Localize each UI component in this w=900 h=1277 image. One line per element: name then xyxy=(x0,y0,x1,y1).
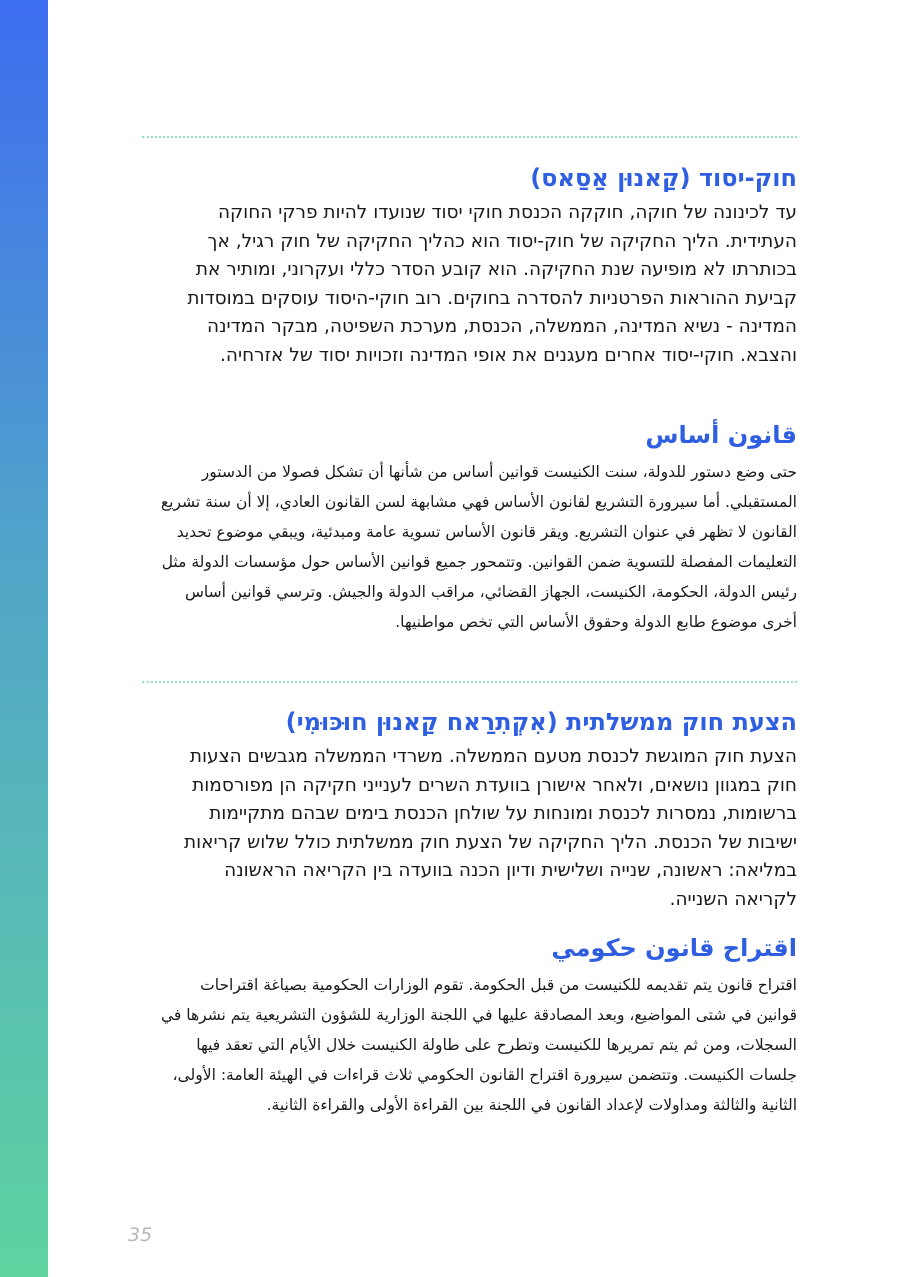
page-number: 35 xyxy=(128,1224,153,1246)
section-body: עד לכינונה של חוקה, חוקקה הכנסת חוקי יסוד שנועדו להיות פרקי החוקה העתידית. הליך החקיקה של חוק-יסוד הוא כהליך החקיקה של חוק רגיל, אך בכותרתו לא מופיעה שנת החקיקה. הוא קובע הסדר כללי ועקרוני, ומותיר את קביעת ההוראות הפרטניות להסדרה בחוקים. רוב חוקי-היסוד עוסקים במוסדות המדינה - נשיא המדינה, הממשלה, הכנסת, מערכת השפיטה, מבקר המדינה והצבא. חוקי-יסוד אחרים מעגנים את אופי המדינה וזכויות יסוד של אזרחיה. xyxy=(187,202,797,366)
section-heading: חוק-יסוד (קַאנוּן אַסַאס) xyxy=(530,164,797,192)
section-body: הצעת חוק המוגשת לכנסת מטעם הממשלה. משרדי הממשלה מגבשים הצעות חוק במגוון נושאים, ולאחר אישורן בוועדת השרים לענייני חקיקה הן מפורסמות ברשומות, נמסרות לכנסת ומונחות על שולחן הכנסת בימים שבהם מתקיימות ישיבות של הכנסת. הליך החקיקה של הצעת חוק ממשלתית כולל שלוש קריאות במליאה: ראשונה, שנייה ושלישית ודיון הכנה בוועדה בין הקריאה הראשונה לקריאה השנייה. xyxy=(183,746,797,910)
section-body: حتى وضع دستور للدولة، سنت الكنيست قوانين أساس من شأنها أن تشكل فصولا من الدستور المستقبلي. أما سيرورة التشريع لقانون الأساس فهي مشابهة لسن القانون العادي، إلا أن سنة تشريع القانون لا تظهر في عنوان التشريع. ويقر قانون الأساس تسوية عامة ومبدئية، ويبقي موضوع تحديد التعليمات المفصلة للتسوية ضمن القوانين. وتتمحور جميع قوانين الأساس حول مؤسسات الدولة مثل رئيس الدولة، الحكومة، الكنيست، الجهاز القضائي، مراقب الدولة والجيش. وترسي قوانين أساس أخرى موضوع طابع الدولة وحقوق الأساس التي تخص مواطنيها. xyxy=(160,463,797,631)
section-basic-law-arabic xyxy=(157,419,797,637)
section-heading: قانون أساس xyxy=(645,421,797,449)
section-government-bill-hebrew xyxy=(157,707,797,914)
section-heading: הצעת חוק ממשלתית (אִקְתִרַאח קַאנוּן חוּכּוּמִי) xyxy=(285,708,797,736)
divider-top xyxy=(142,136,797,138)
section-government-bill-arabic xyxy=(157,932,797,1120)
section-body: اقتراح قانون يتم تقديمه للكنيست من قبل الحكومة. تقوم الوزارات الحكومية بصياغة اقتراحات قوانين في شتى المواضيع، وبعد المصادقة عليها في اللجنة الوزارية للشؤون التشريعية يتم نشرها في السجلات، ومن ثم يتم تمريرها للكنيست وتطرح على طاولة الكنيست خلال الأيام التي تعقد فيها جلسات الكنيست. وتتضمن سيرورة اقتراح القانون الحكومي ثلاث قراءات في الهيئة العامة: الأولى، الثانية والثالثة ومداولات لإعداد القانون في اللجنة بين القراءة الأولى والقراءة الثانية. xyxy=(161,976,797,1114)
divider-middle xyxy=(142,681,797,683)
decorative-side-bar xyxy=(0,0,48,1277)
section-heading: اقتراح قانون حكومي xyxy=(551,934,797,962)
section-basic-law-hebrew xyxy=(157,163,797,370)
